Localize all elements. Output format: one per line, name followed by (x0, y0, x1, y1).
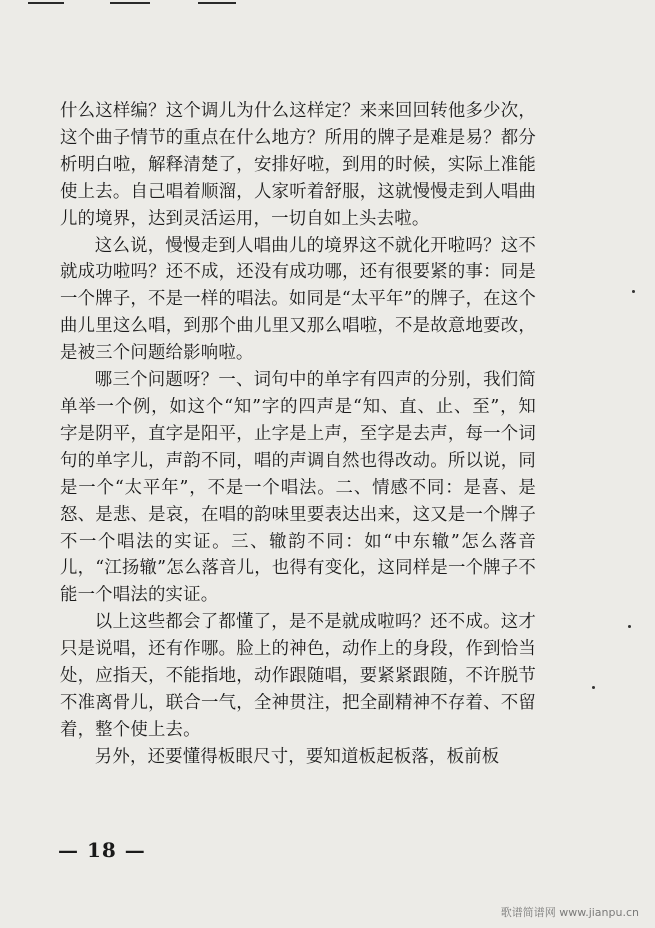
paragraph-5: 另外，还要懂得板眼尺寸，要知道板起板落，板前板 (94, 746, 500, 767)
watermark: 歌谱简谱网 www.jianpu.cn (500, 906, 639, 919)
paragraph-3: 哪三个问题呀？一、词句中的单字有四声的分别，我们简单举一个例，如这个“知”字的四声是“知、直、止、至”，知字是阴平，直字是阳平，止字是上声，至字是去声，每一个词句的单字儿，声韵不同，唱的声调自然也得改动。所以说，同是一个“太平年”，不是一个唱法。二、情感不同：是喜、是怒、是悲、是哀，在唱的韵味里要表达出来，这又是一个牌子不一个唱法的实证。三、辙韵不同：如“中东辙”怎么落音儿，“江扬辙”怎么落音儿，也得有变化，这同样是一个牌子不能一个唱法的实证。 (60, 370, 536, 606)
top-mark (110, 2, 150, 4)
top-mark (28, 2, 64, 4)
page-number: — 18 — (58, 838, 146, 862)
paragraph-1: 什么这样编？这个调儿为什么这样定？来来回回转他多少次，这个曲子情节的重点在什么地方？所用的牌子是难是易？都分析明白啦，解释清楚了，安排好啦，到用的时候，实际上准能使上去。自己唱着顺溜，人家听着舒服，这就慢慢走到人唱曲儿的境界，达到灵活运用，一切自如上头去啦。 (60, 101, 536, 229)
top-edge-marks (0, 0, 655, 10)
paragraph-4: 以上这些都会了都懂了，是不是就成啦吗？还不成。这才只是说唱，还有作哪。脸上的神色，动作上的身段，作到恰当处，应指天，不能指地，动作跟随唱，要紧紧跟随，不许脱节不准离骨儿，联合一气，全神贯注，把全副精神不存着、不留着，整个使上去。 (60, 612, 536, 740)
scan-speck (632, 290, 635, 293)
page-text (60, 98, 536, 771)
scan-speck (628, 625, 631, 628)
scan-speck (592, 686, 595, 689)
paragraph-2: 这么说，慢慢走到人唱曲儿的境界这不就化开啦吗？这不就成功啦吗？还不成，还没有成功哪，还有很要紧的事：同是一个牌子，不是一样的唱法。如同是“太平年”的牌子，在这个曲儿里这么唱，到那个曲儿里又那么唱啦，不是故意地要改，是被三个问题给影响啦。 (60, 235, 536, 364)
top-mark (198, 2, 236, 4)
